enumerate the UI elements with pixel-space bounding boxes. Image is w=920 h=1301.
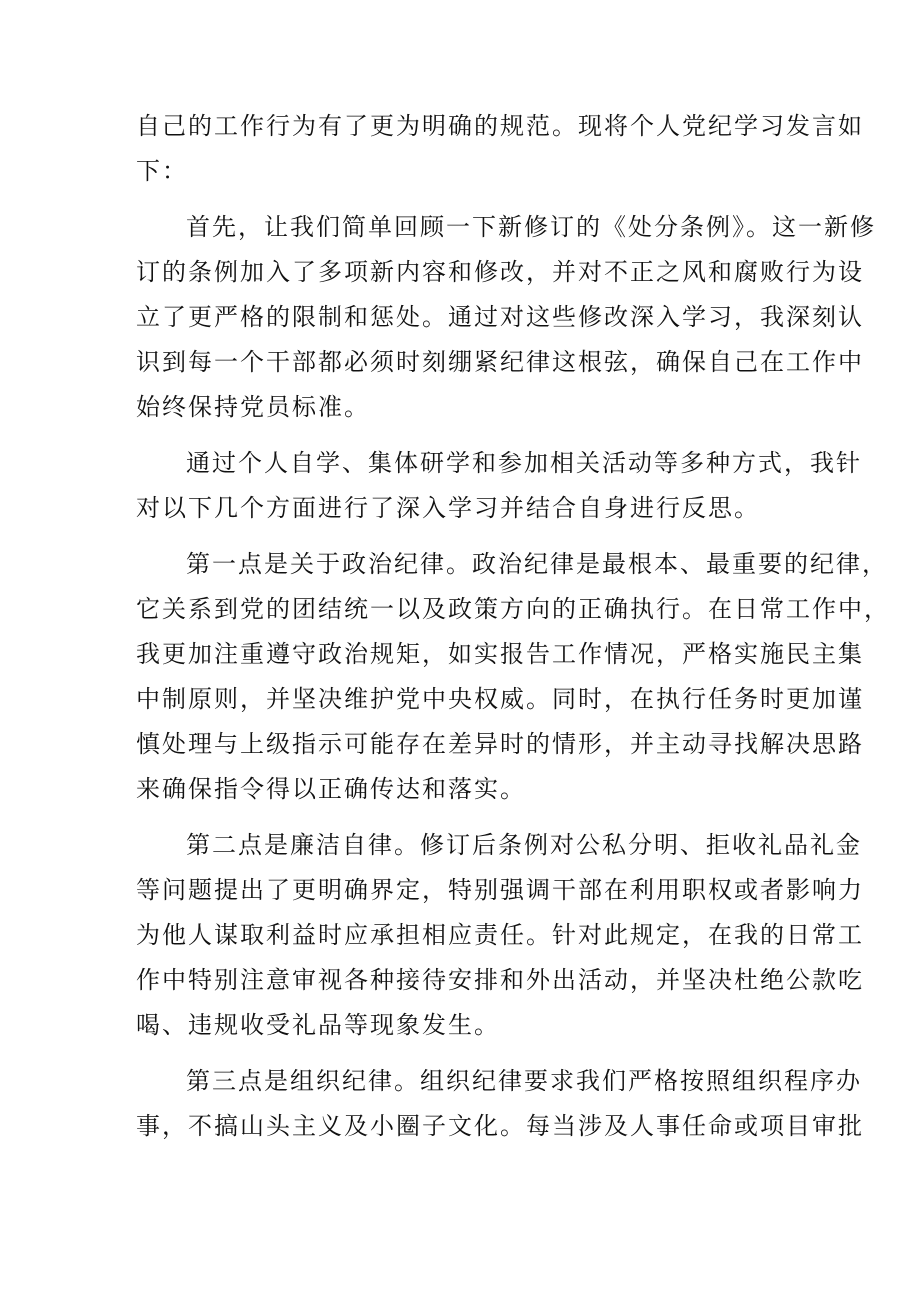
text-line: 第二点是廉洁自律。修订后条例对公私分明、拒收礼品礼金: [186, 831, 862, 859]
text-line: 事，不搞山头主义及小圈子文化。每当涉及人事任命或项目审批: [136, 1112, 864, 1140]
document-body: [136, 104, 890, 1149]
text-line: 自己的工作行为有了更为明确的规范。现将个人党纪学习发言如: [136, 112, 864, 140]
paragraph-2: [136, 205, 876, 430]
text-line: 中制原则，并坚决维护党中央权威。同时，在执行任务时更加谨: [136, 685, 864, 713]
text-line: 第三点是组织纪律。组织纪律要求我们严格按照组织程序办: [186, 1067, 862, 1095]
text-line: 我更加注重遵守政治规矩，如实报告工作情况，严格实施民主集: [136, 640, 864, 668]
paragraph-6: [136, 1059, 864, 1149]
text-line: 下：: [136, 157, 188, 185]
paragraph-5: [136, 823, 864, 1048]
paragraph-1: [136, 104, 864, 194]
text-line: 来确保指令得以正确传达和落实。: [136, 775, 526, 803]
text-line: 首先，让我们简单回顾一下新修订的《处分条例》。这一新修: [186, 213, 876, 241]
text-line: 作中特别注意审视各种接待安排和外出活动，并坚决杜绝公款吃: [136, 966, 864, 994]
text-line: 立了更严格的限制和惩处。通过对这些修改深入学习，我深刻认: [136, 303, 864, 331]
text-line: 等问题提出了更明确界定，特别强调干部在利用职权或者影响力: [136, 876, 864, 904]
text-line: 始终保持党员标准。: [136, 393, 370, 421]
paragraph-3: [136, 441, 862, 531]
text-line: 喝、违规收受礼品等现象发生。: [136, 1011, 500, 1039]
text-line: 通过个人自学、集体研学和参加相关活动等多种方式，我针: [186, 449, 862, 477]
text-line: 订的条例加入了多项新内容和修改，并对不正之风和腐败行为设: [136, 258, 864, 286]
text-line: 第一点是关于政治纪律。政治纪律是最根本、最重要的纪律，: [186, 550, 888, 578]
text-line: 识到每一个干部都必须时刻绷紧纪律这根弦，确保自己在工作中: [136, 348, 864, 376]
text-line: 对以下几个方面进行了深入学习并结合自身进行反思。: [136, 494, 760, 522]
text-line: 它关系到党的团结统一以及政策方向的正确执行。在日常工作中，: [136, 595, 890, 623]
text-line: 慎处理与上级指示可能存在差异时的情形，并主动寻找解决思路: [136, 730, 864, 758]
paragraph-4: [136, 542, 890, 812]
text-line: 为他人谋取利益时应承担相应责任。针对此规定，在我的日常工: [136, 921, 864, 949]
